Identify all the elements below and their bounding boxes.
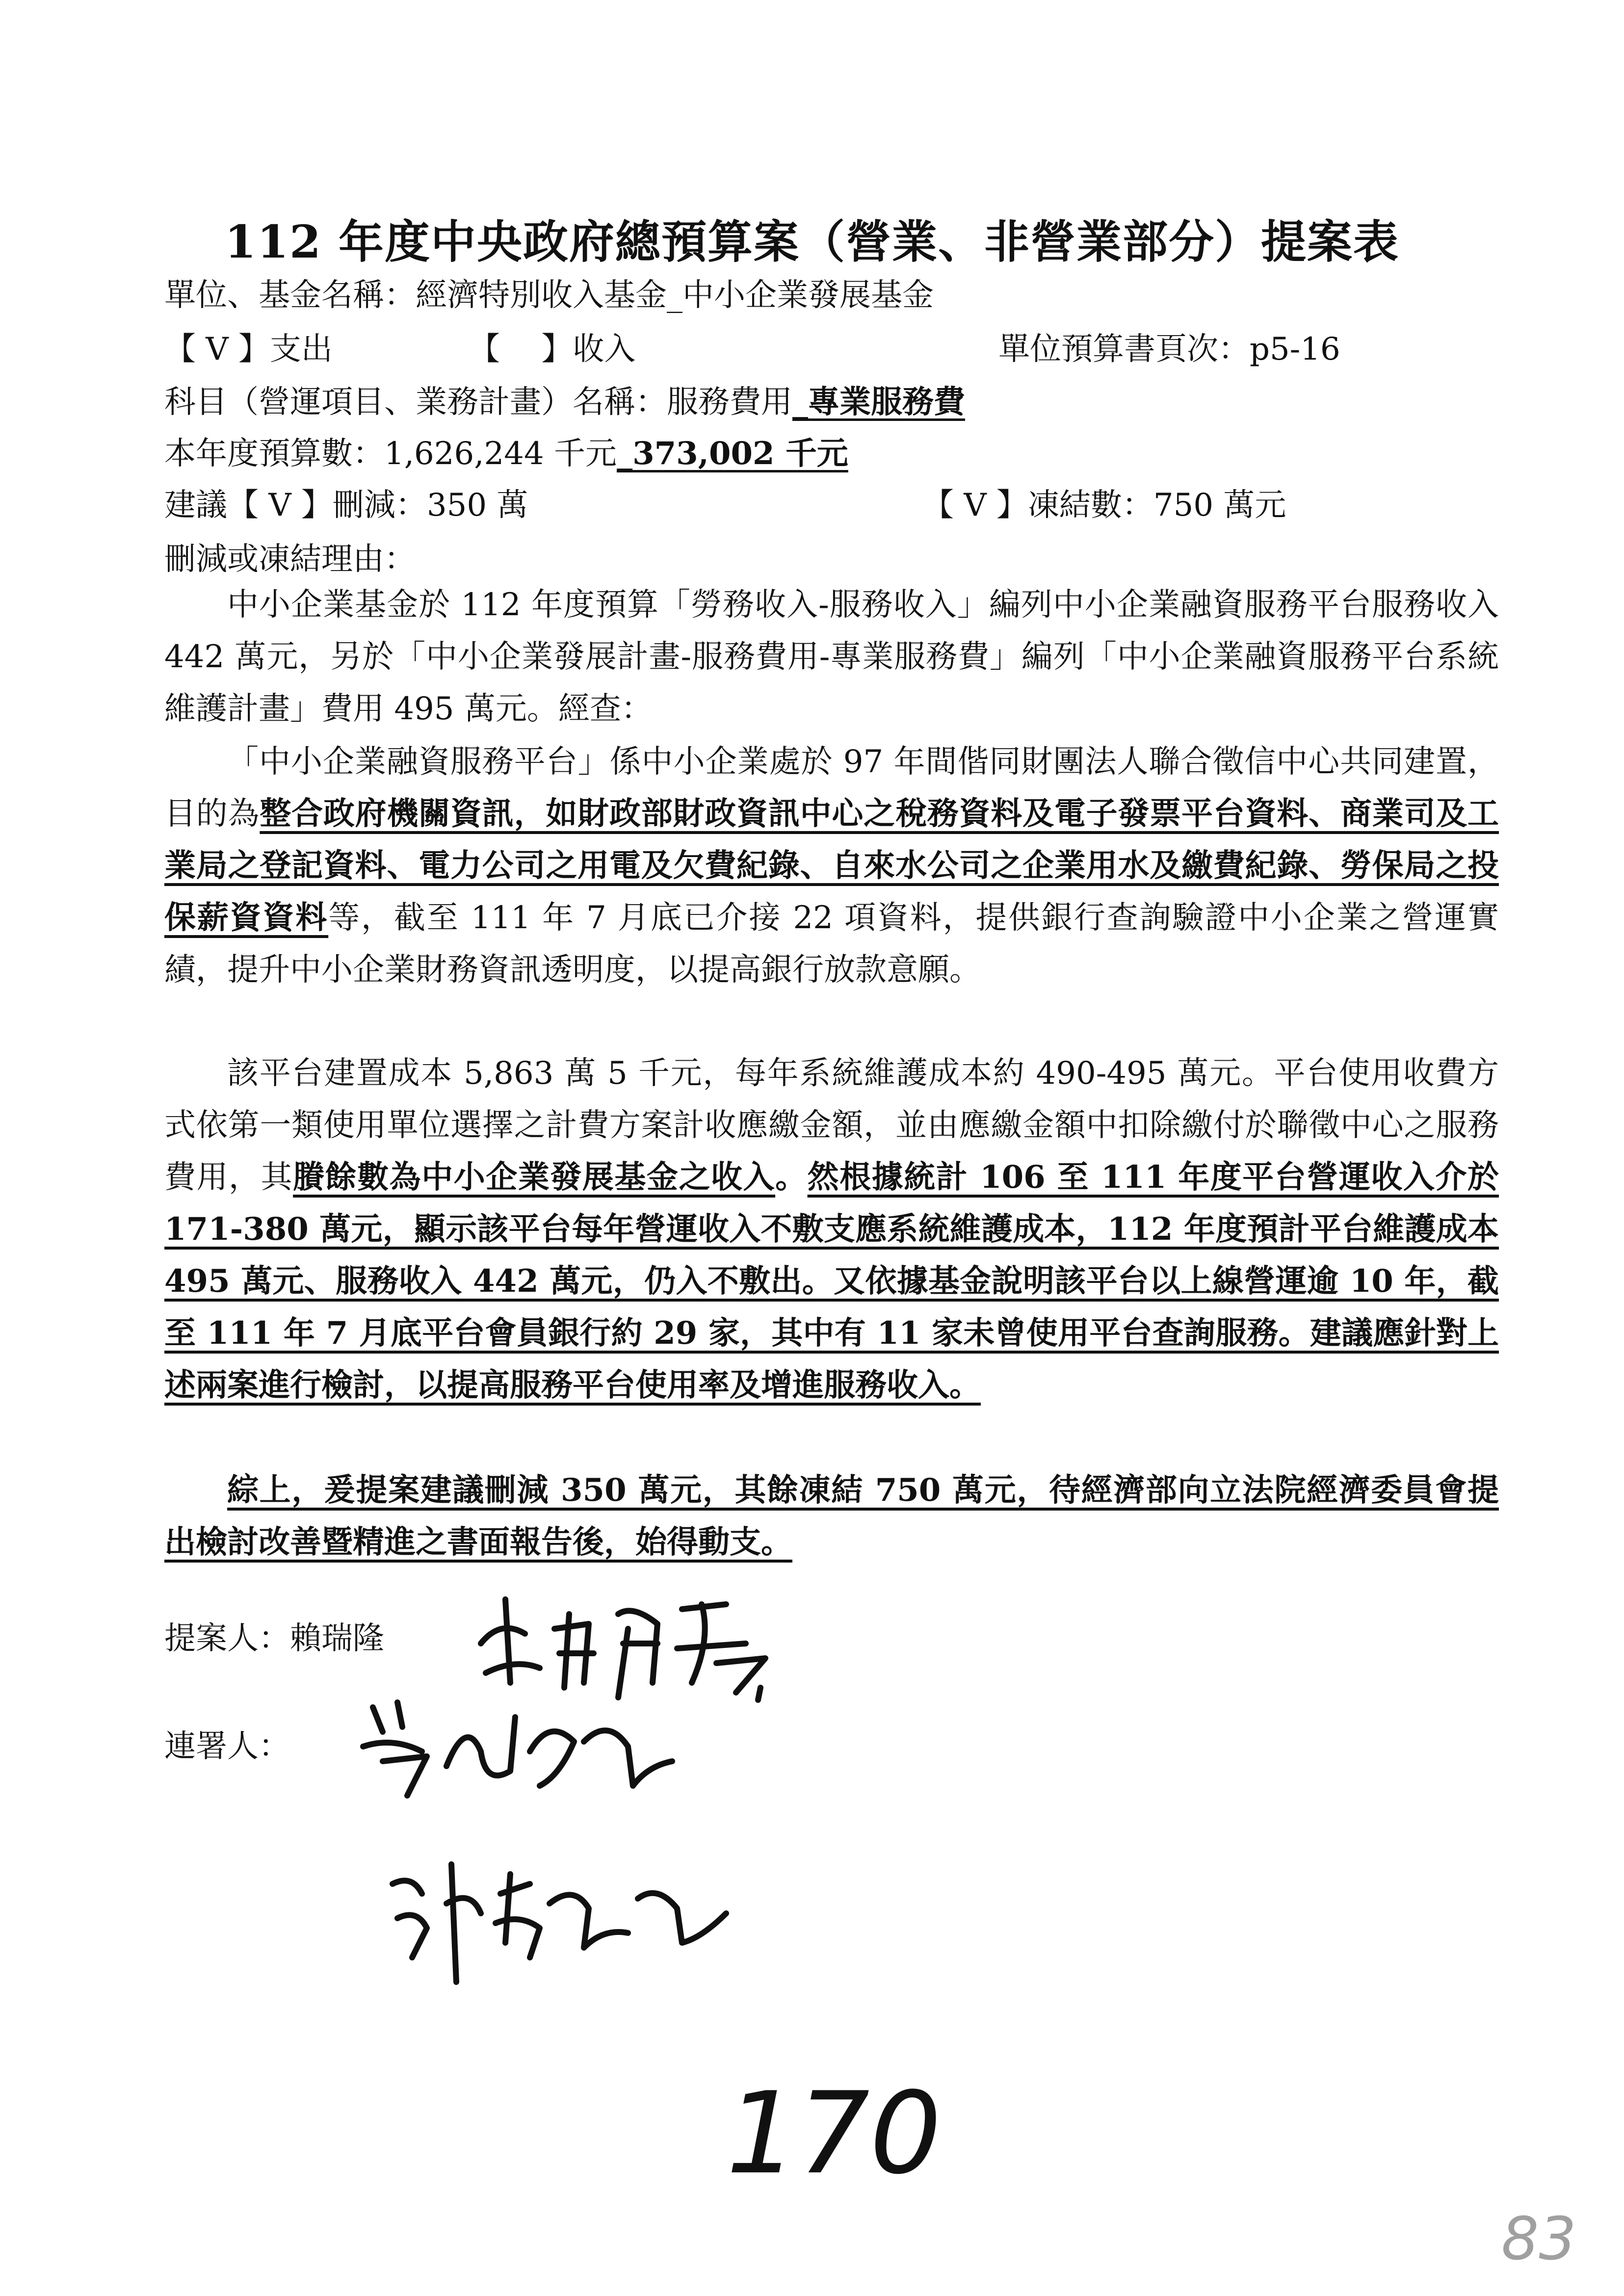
budget-value: _373,002 千元	[617, 435, 848, 472]
handwritten-page-number: 170	[726, 2068, 942, 2199]
document-title: 112 年度中央政府總預算案（營業、非營業部分）提案表	[224, 215, 1400, 268]
p2-rest: 等，截至 111 年 7 月底已介接 22 項資料，提供銀行查詢驗證中小企業之營運實績，提升中小企業財務資訊透明度，以提高銀行放款意願。	[164, 900, 1499, 988]
p3-period: 。	[775, 1159, 808, 1196]
p3-intro: 該平台建置成本 5,863 萬 5 千元，每年系統維護成本約 490-495 萬元。平台使用收費方式依第一類使用單位選擇之計費方案計收應繳金額，並由應繳金額中扣除繳付於聯徵中心之服務費用，其	[164, 1055, 1499, 1196]
freeze-amount: 【 V 】凍結數：750 萬元	[922, 487, 1286, 523]
reason-paragraph-1: 中小企業基金於 112 年度預算「勞務收入-服務收入」編列中小企業融資服務平台服務收入 442 萬元，另於「中小企業發展計畫-服務費用-專業服務費」編列「中小企業融資服務平台系統維護計畫」費用 495 萬元。經查：	[164, 587, 1499, 727]
reason-paragraph-2	[164, 736, 1499, 996]
p2-highlight: 整合政府機關資訊，如財政部財政資訊中心之稅務資料及電子發票平台資料、商業司及工業局之登記資料、電力公司之用電及欠費紀錄、自來水公司之企業用水及繳費紀錄、勞保局之投保薪資資料	[164, 795, 1499, 936]
subject-label: 科目（營運項目、業務計畫）名稱：服務費用	[164, 384, 792, 420]
cosigner-label: 連署人：	[164, 1728, 290, 1765]
reason-label: 刪減或凍結理由：	[164, 541, 416, 577]
page-mark: 83	[1501, 2205, 1576, 2273]
signature-cosigner-1	[353, 1688, 697, 1810]
unit-fund-name: 單位、基金名稱：經濟特別收入基金_中小企業發展基金	[164, 277, 934, 313]
p3-highlight-2: 然根據統計 106 至 111 年度平台營運收入介於 171-380 萬元，顯示該平台每年營運收入不敷支應系統維護成本，112 年度預計平台維護成本 495 萬元、服務收入 442 萬元，仍入不敷出。又依據基金說明該平台以上線營運逾 10 年，截至 111 年 7 月底平台會員銀行約 29 家，其中有 11 家未曾使用平台查詢服務。建議應針對上述兩案進行檢討，以提高服務平台使用率及增進服務收入。	[164, 1159, 1499, 1404]
reason-paragraph-4	[164, 1464, 1499, 1568]
p2-intro: 「中小企業融資服務平台」係中小企業處於 97 年間偕同財團法人聯合徵信中心共同建置，目的為	[164, 744, 1499, 832]
budget-book-page: 單位預算書頁次：p5-16	[998, 331, 1340, 367]
subject-row	[164, 383, 965, 422]
expense-checkbox: 【 V 】支出	[164, 331, 333, 367]
proposer-label: 提案人：賴瑞隆	[164, 1620, 384, 1657]
cut-amount: 建議【 V 】刪減：350 萬	[164, 487, 528, 523]
income-checkbox: 【 】收入	[469, 331, 636, 367]
signature-cosigner-2	[383, 1845, 736, 1992]
p3-highlight-1: 賸餘數為中小企業發展基金之收入	[293, 1159, 776, 1196]
subject-value: _專業服務費	[792, 384, 965, 420]
p4-conclusion: 綜上，爰提案建議刪減 350 萬元，其餘凍結 750 萬元，待經濟部向立法院經濟委員會提出檢討改善暨精進之書面報告後，始得動支。	[164, 1472, 1499, 1561]
reason-paragraph-3	[164, 1047, 1499, 1411]
budget-label: 本年度預算數：1,626,244 千元	[164, 436, 617, 472]
budget-row	[164, 434, 848, 473]
